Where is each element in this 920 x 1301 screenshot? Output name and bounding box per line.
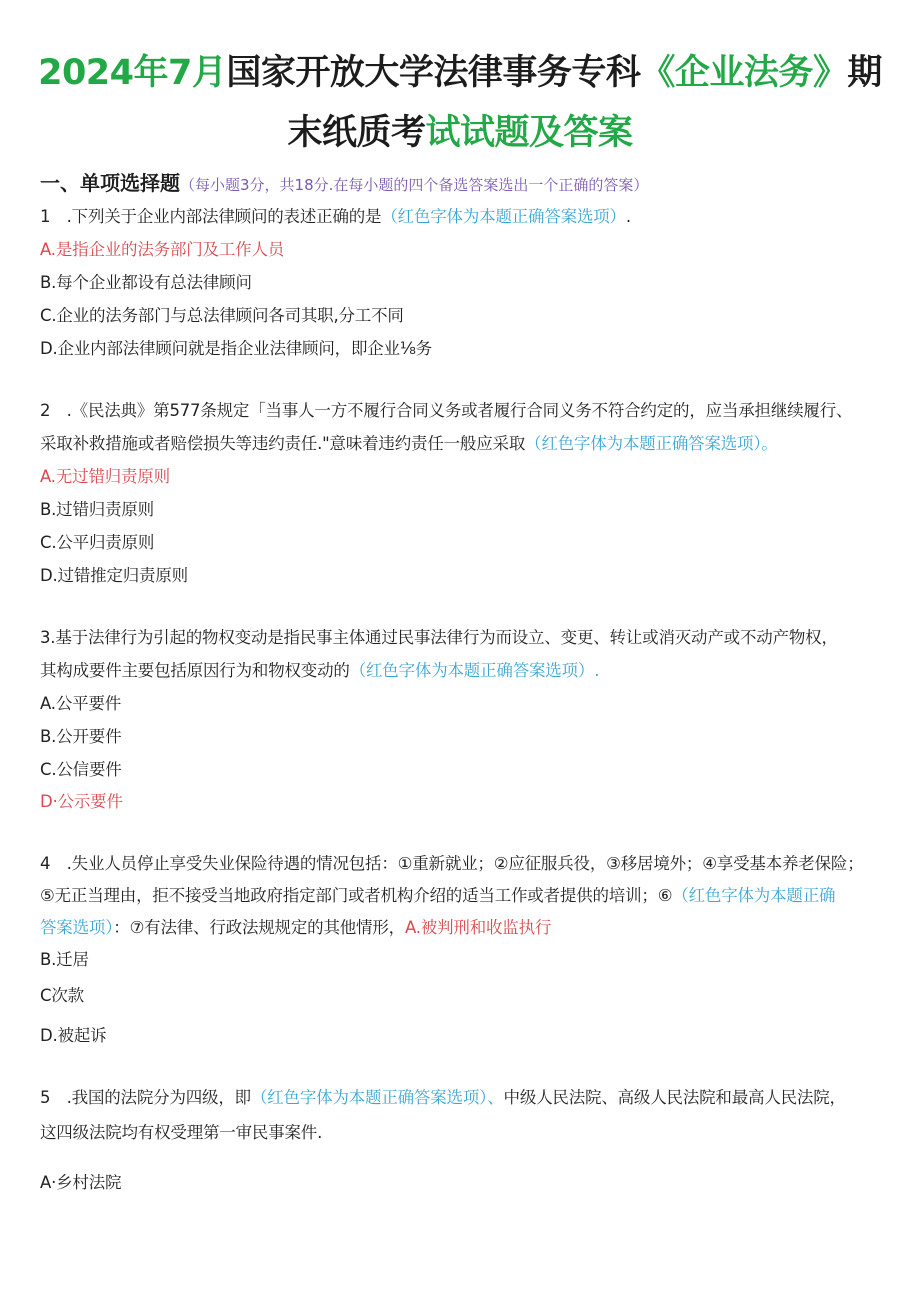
document-title-line-1 [30, 42, 890, 104]
q4-stem-tail: ：⑦有法律、行政法规规定的其他情形， [113, 918, 405, 937]
q5-stem-line-1 [40, 1086, 846, 1110]
q2-option-b: B.过错归责原则 [40, 500, 154, 519]
title-year: 2024年7月 [38, 53, 227, 93]
q2-stem-text: 采取补救措施或者赔偿损失等违约责任."意味着违约责任一般应采取 [40, 434, 526, 453]
q2-option-d: D.过错推定归责原则 [40, 566, 188, 585]
q2-stem-line-2 [40, 432, 778, 456]
q1-answer-placeholder: （红色字体为本题正确答案选项） [381, 207, 626, 226]
q1-option-d: D.企业内部法律顾问就是指企业法律顾问，即企业⅛务 [40, 339, 432, 358]
section-heading [40, 168, 648, 200]
q1-stem-end: . [625, 207, 631, 226]
q4-option-a: A.被判刑和收监执行 [404, 918, 552, 937]
q3-stem-line-1: 3.基于法律行为引起的物权变动是指民事主体通过民事法律行为而设立、变更、转让或消灭动产或不动产物权， [40, 628, 838, 647]
document-title-line-2 [30, 102, 890, 164]
q5-stem-text: 5 .我国的法院分为四级，即 [40, 1088, 251, 1107]
q3-option-b: B.公开要件 [40, 727, 122, 746]
q5-stem-tail: 中级人民法院、高级人民法院和最高人民法院， [503, 1088, 846, 1107]
title-school: 国家开放大学法律事务专科 [226, 53, 641, 93]
section-title: 一、单项选择题 [40, 171, 180, 195]
title-course: 《企业法务》 [640, 53, 848, 93]
q2-option-c: C.公平归责原则 [40, 533, 155, 552]
q1-option-c: C.企业的法务部门与总法律顾问各司其职,分工不同 [40, 306, 404, 325]
q4-stem-text: ⑤无正当理由，拒不接受当地政府指定部门或者机构介绍的适当工作或者提供的培训；⑥ [40, 886, 673, 905]
q4-stem-line-2 [40, 884, 835, 908]
q2-answer-placeholder: （红色字体为本题正确答案选项）。 [525, 434, 778, 453]
q5-option-a: A·乡村法院 [40, 1173, 122, 1192]
title-black-part: 末纸质考 [287, 113, 426, 153]
q4-option-b: B.迁居 [40, 950, 89, 969]
title-green-part: 试试题及答案 [425, 113, 633, 153]
q1-option-a: A.是指企业的法务部门及工作人员 [40, 240, 285, 259]
q3-option-d: D·公示要件 [40, 792, 123, 811]
q4-stem-line-3 [40, 916, 551, 940]
q4-option-d: D.被起诉 [40, 1026, 107, 1045]
q4-answer-placeholder-start: （红色字体为本题正确 [672, 886, 836, 905]
section-note: （每小题3分，共18分.在每小题的四个备选答案选出一个正确的答案） [180, 176, 649, 194]
q3-option-c: C.公信要件 [40, 760, 122, 779]
q5-stem-line-2: 这四级法院均有权受理第一审民事案件. [40, 1123, 323, 1142]
q3-stem-line-2 [40, 659, 599, 683]
q3-stem-text: 其构成要件主要包括原因行为和物权变动的 [40, 661, 350, 680]
q1-option-b: B.每个企业都设有总法律顾问 [40, 273, 252, 292]
q3-answer-placeholder: （红色字体为本题正确答案选项）. [349, 661, 600, 680]
q1-stem-text: 1 .下列关于企业内部法律顾问的表述正确的是 [40, 207, 382, 226]
q3-option-a: A.公平要件 [40, 694, 122, 713]
q4-answer-placeholder-end: 答案选项） [40, 918, 114, 937]
title-end: 期 [847, 53, 882, 93]
q4-option-c: C次款 [40, 986, 84, 1005]
q2-stem-line-1: 2 .《民法典》第577条规定「当事人一方不履行合同义务或者履行合同义务不符合约定的，应当承担继续履行、 [40, 401, 853, 420]
q1-stem [40, 205, 631, 229]
q4-stem-line-1: 4 .失业人员停止享受失业保险待遇的情况包括：①重新就业；②应征服兵役，③移居境外；④享受基本养老保险； [40, 854, 864, 873]
q5-answer-placeholder: （红色字体为本题正确答案选项）、 [250, 1088, 504, 1107]
q2-option-a: A.无过错归责原则 [40, 467, 170, 486]
